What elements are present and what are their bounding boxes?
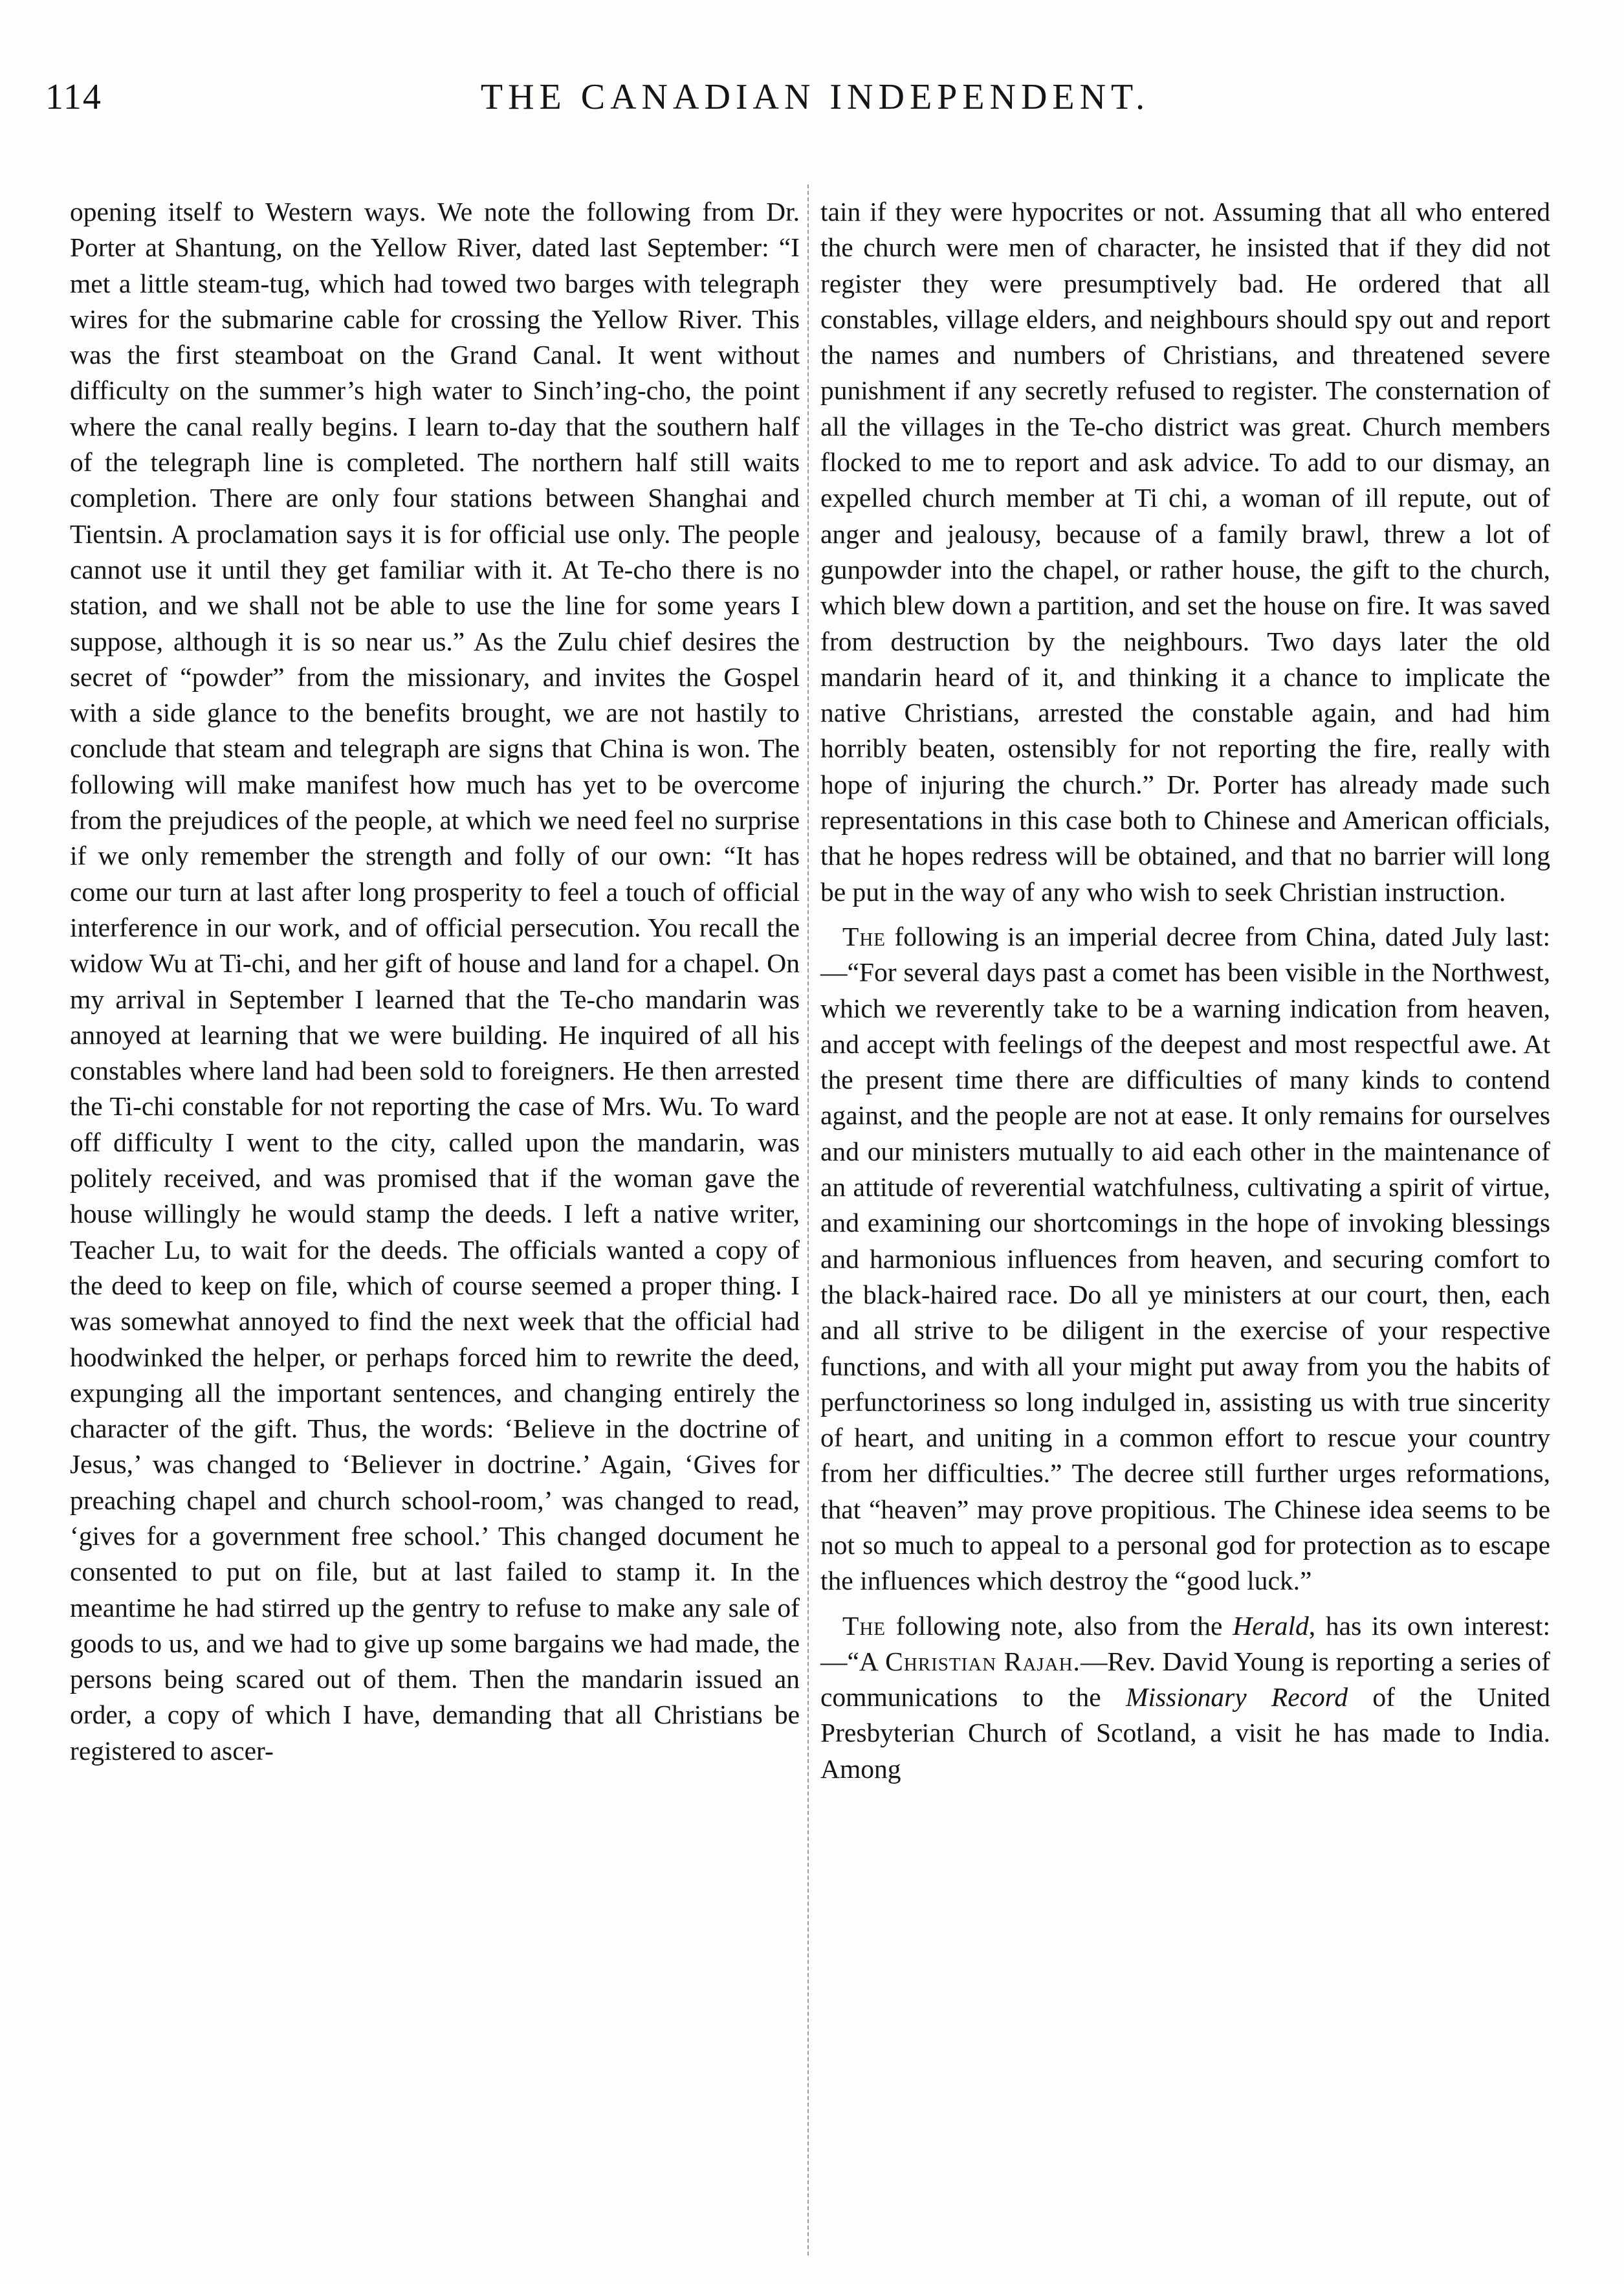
christian-rajah-paragraph [820,1608,1550,1787]
herald-title: Herald [1233,1610,1309,1641]
paragraph-text: —Rev. David Young is reporting a series of communications to the [820,1646,1550,1713]
column-divider [807,184,809,2256]
right-column [820,194,1550,1787]
paragraph-lead-word: The [842,1610,886,1641]
running-title: THE CANADIAN INDEPENDENT. [480,77,1150,117]
page-number: 114 [45,77,102,117]
paragraph-text: following note, also from the [886,1610,1233,1641]
paragraph-body: following is an imperial decree from China, dated July last:—“For several days past a comet has been visible in the Northwest, which we reverently take to be a warning indication from heaven, and accept with feelings of the deepest and most respectful awe. At the present time there are difficulties of many kinds to contend against, and the people are not at ease. It only remains for ourselves and our ministers mutually to aid each other in the maintenance of an attitude of reverential watchfulness, cultivating a spirit of virtue, and examining our shortcomings in the hope of invoking blessings and harmonious influences from heaven, and securing comfort to the black-haired race. Do all ye ministers at our court, then, each and all strive to be diligent in the exercise of your respective functions, and with all your might put away from you the habits of perfunctoriness so long indulged in, assisting us with true sincerity of heart, and uniting in a common effort to rescue your country from her difficulties.” The decree still further urges reformations, that “heaven” may prove propitious. The Chinese idea seems to be not so much to appeal to a personal god for protection as to escape the influences which destroy the “good luck.” [820,921,1550,1596]
missionary-record-title: Missionary Record [1125,1682,1348,1713]
paragraph-lead-word: The [842,921,886,951]
paragraph-text: , has its own interest:—“ [820,1610,1550,1676]
right-paragraph-continued: tain if they were hypocrites or not. Assuming that all who entered the church were men of character, he insisted that if they did not register they were presumptively bad. He ordered that all constables, village elders, and neighbours should spy out and report the names and numbers of Christians, and threatened severe punishment if any secretly refused to register. The consternation of all the villages in the Te-cho district was great. Church members flocked to me to report and ask advice. To add to our dismay, an expelled church member at Ti chi, a woman of ill repute, out of anger and jealousy, because of a family brawl, threw a lot of gunpowder into the chapel, or rather house, the gift to the church, which blew down a partition, and set the house on fire. It was saved from destruction by the neighbours. Two days later the old mandarin heard of it, and thinking it a chance to implicate the native Christians, arrested the constable again, and had him horribly beaten, ostensibly for not reporting the fire, really with hope of injuring the church.” Dr. Porter has already made such representations in this case both to Chinese and American officials, that he hopes redress will be obtained, and that no barrier will long be put in the way of any who wish to seek Christian instruction. [820,197,1550,907]
left-column [70,194,800,1769]
page-header [45,76,1585,135]
paragraph-text: of the United Presbyterian Church of Scotland, a visit he has made to India. Among [820,1682,1550,1784]
imperial-decree-paragraph [820,919,1550,1599]
article-heading: A Christian Rajah. [859,1646,1081,1676]
left-paragraph: opening itself to Western ways. We note the following from Dr. Porter at Shantung, on the Yellow River, dated last September: “I met a little steam-tug, which had towed two barges with telegraph wires for the submarine cable for crossing the Yellow River. This was the first steamboat on the Grand Canal. It went without difficulty on the summer’s high water to Sinch’ing-cho, the point where the canal really begins. I learn to-day that the southern half of the telegraph line is completed. The northern half still waits completion. There are only four stations between Shanghai and Tientsin. A proclamation says it is for official use only. The people cannot use it until they get familiar with it. At Te-cho there is no station, and we shall not be able to use the line for some years I suppose, although it is so near us.” As the Zulu chief desires the secret of “powder” from the missionary, and invites the Gospel with a side glance to the benefits brought, we are not hastily to conclude that steam and telegraph are signs that China is won. The following will make manifest how much has yet to be overcome from the prejudices of the people, at which we need feel no surprise if we only remember the strength and folly of our own: “It has come our turn at last after long prosperity to feel a touch of official interference in our work, and of official persecution. You recall the widow Wu at Ti-chi, and her gift of house and land for a chapel. On my arrival in September I learned that the Te-cho mandarin was annoyed at learning that we were building. He inquired of all his constables where land had been sold to foreigners. He then arrested the Ti-chi constable for not reporting the case of Mrs. Wu. To ward off difficulty I went to the city, called upon the mandarin, was politely received, and was promised that if the woman gave the house willingly he would stamp the deeds. I left a native writer, Teacher Lu, to wait for the deeds. The officials wanted a copy of the deed to keep on file, which of course seemed a proper thing. I was somewhat annoyed to find the next week that the official had hoodwinked the helper, or perhaps forced him to rewrite the deed, expunging all the important sentences, and changing entirely the character of the gift. Thus, the words: ‘Believe in the doctrine of Jesus,’ was changed to ‘Believer in doctrine.’ Again, ‘Gives for preaching chapel and church school-room,’ was changed to read, ‘gives for a government free school.’ This changed document he consented to put on file, but at last failed to stamp it. In the meantime he had stirred up the gentry to refuse to make any sale of goods to us, and we had to give up some bargains we had made, the persons being scared out of them. Then the mandarin issued an order, a copy of which I have, demanding that all Christians be registered to ascer- [70,197,800,1766]
